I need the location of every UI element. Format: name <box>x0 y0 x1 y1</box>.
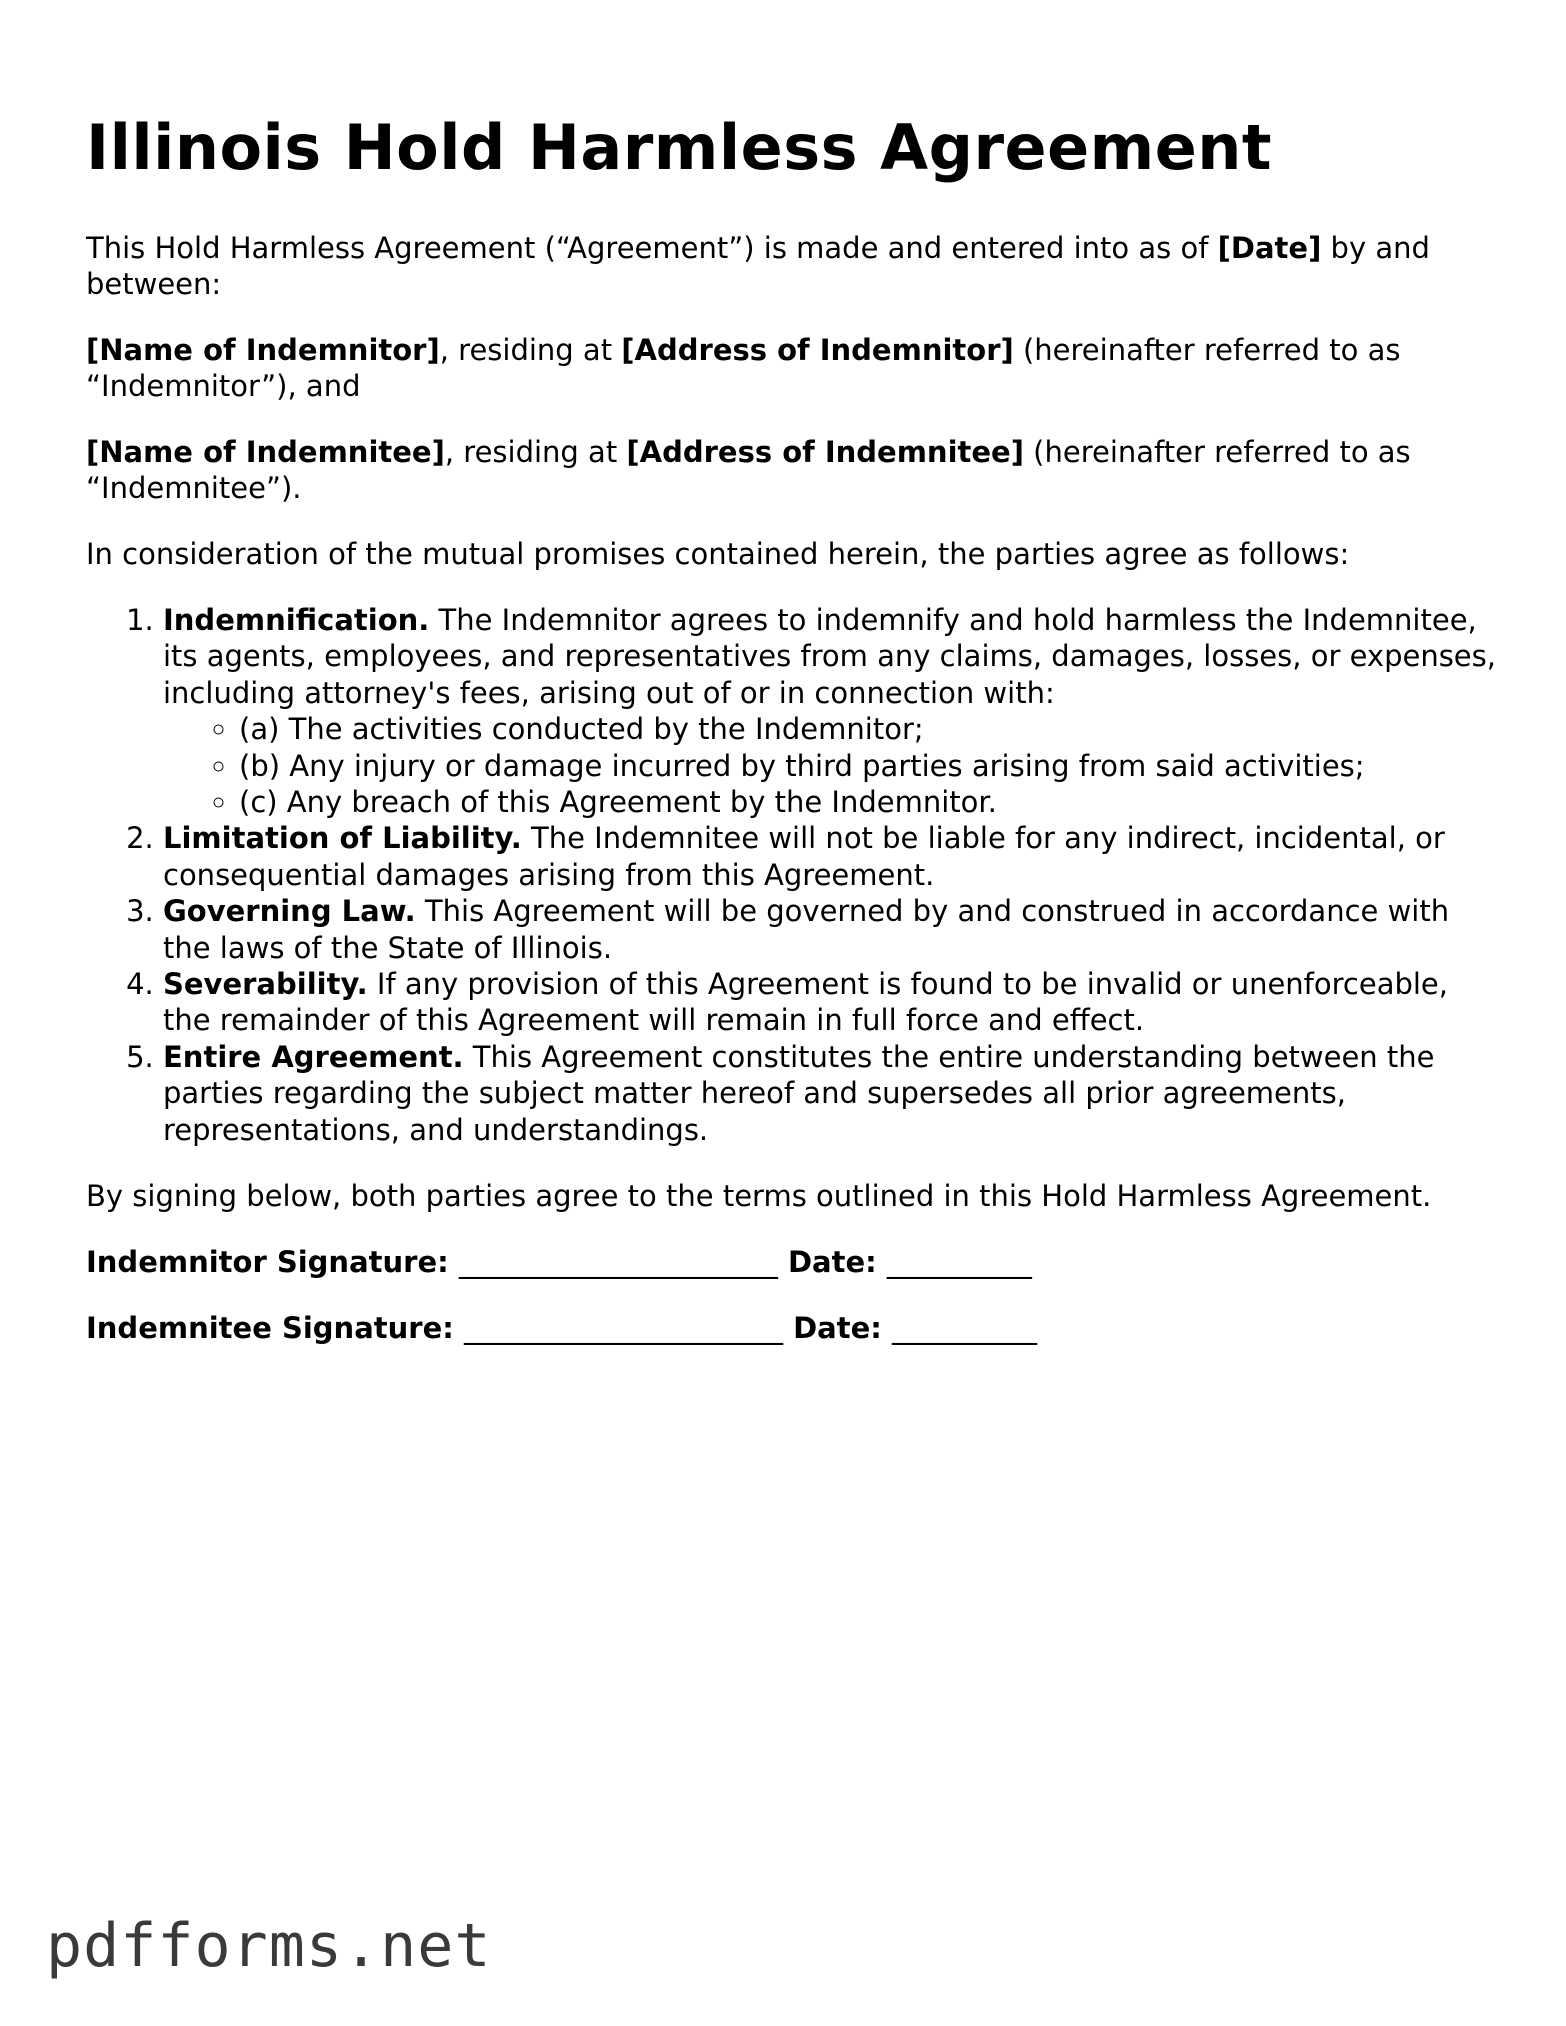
clause-text: The Indemnitee will not be liable for any indirect, incidental, or consequential damages arising from this Agreement. <box>163 821 1445 892</box>
closing-paragraph: By signing below, both parties agree to the terms outlined in this Hold Harmless Agreement. <box>86 1179 1432 1214</box>
intro-paragraph <box>86 230 1496 302</box>
indemnitee-mid-text: , residing at <box>444 435 627 469</box>
subitem-c: ◦ (c) Any breach of this Agreement by the Indemnitor. <box>239 784 1496 820</box>
clause-severability <box>163 966 1496 1039</box>
clause-limitation-of-liability <box>163 820 1496 893</box>
indemnitee-date-field[interactable]: __________ <box>891 1311 1037 1346</box>
document <box>86 108 1496 1376</box>
intro-text-after: by and between: <box>86 231 1430 301</box>
consideration-paragraph: In consideration of the mutual promises contained herein, the parties agree as follows: <box>86 537 1350 571</box>
intro-text-before: This Hold Harmless Agreement (“Agreement”) is made and entered into as of <box>86 231 1218 265</box>
clause-indemnification <box>163 602 1496 820</box>
indemnification-subitems <box>163 711 1496 820</box>
subitem-b: ◦ (b) Any injury or damage incurred by third parties arising from said activities; <box>239 748 1496 784</box>
clause-entire-agreement <box>163 1039 1496 1148</box>
date-placeholder: [Date] <box>1217 231 1322 265</box>
indemnitee-party-paragraph <box>86 434 1496 506</box>
clause-heading: Governing Law. <box>163 894 416 929</box>
indemnitee-tail-text: (hereinafter referred to as “Indemnitee”). <box>86 435 1411 505</box>
indemnitor-date-label: Date: <box>787 1245 877 1280</box>
indemnitor-signature-label: Indemnitor Signature: <box>86 1245 449 1280</box>
subitem-a: ◦ (a) The activities conducted by the Indemnitor; <box>239 711 1496 747</box>
indemnitee-signature-field[interactable]: ______________________ <box>463 1311 783 1346</box>
indemnitee-name-placeholder: [Name of Indemnitee] <box>86 435 445 469</box>
site-watermark: pdfforms.net <box>46 1911 492 1981</box>
clause-text: This Agreement constitutes the entire understanding between the parties regarding the subject matter hereof and supersedes all prior agreements, representations, and understandings. <box>163 1039 1435 1147</box>
indemnitee-signature-label: Indemnitee Signature: <box>86 1311 454 1346</box>
clause-text: The Indemnitor agrees to indemnify and hold harmless the Indemnitee, its agents, employees, and representatives from any claims, damages, losses, or expenses, including attorney's fees, arising out of or in connection with: <box>163 603 1496 710</box>
indemnitor-mid-text: , residing at <box>439 333 622 367</box>
indemnitee-address-placeholder: [Address of Indemnitee] <box>626 435 1024 469</box>
clauses-list <box>86 602 1496 1148</box>
indemnitor-party-paragraph <box>86 332 1496 404</box>
indemnitor-date-field[interactable]: __________ <box>886 1245 1032 1280</box>
clause-text: If any provision of this Agreement is found to be invalid or unenforceable, the remainder of this Agreement will remain in full force and effect. <box>163 967 1448 1038</box>
indemnitor-tail-text: (hereinafter referred to as “Indemnitor”), and <box>86 333 1401 403</box>
indemnitee-signature-line <box>86 1310 1496 1346</box>
clause-text: This Agreement will be governed by and construed in accordance with the laws of the State of Illinois. <box>163 894 1450 965</box>
document-title: Illinois Hold Harmless Agreement <box>86 111 1273 184</box>
clause-governing-law <box>163 893 1496 966</box>
indemnitor-signature-line <box>86 1244 1496 1280</box>
indemnitee-date-label: Date: <box>793 1311 882 1346</box>
clause-heading: Limitation of Liability. <box>163 821 522 856</box>
clause-heading: Severability. <box>163 967 368 1002</box>
indemnitor-address-placeholder: [Address of Indemnitor] <box>621 333 1014 367</box>
clause-heading: Entire Agreement. <box>163 1039 464 1074</box>
clause-heading: Indemnification. <box>163 603 430 637</box>
indemnitor-signature-field[interactable]: ______________________ <box>458 1245 778 1280</box>
indemnitor-name-placeholder: [Name of Indemnitor] <box>86 333 440 367</box>
